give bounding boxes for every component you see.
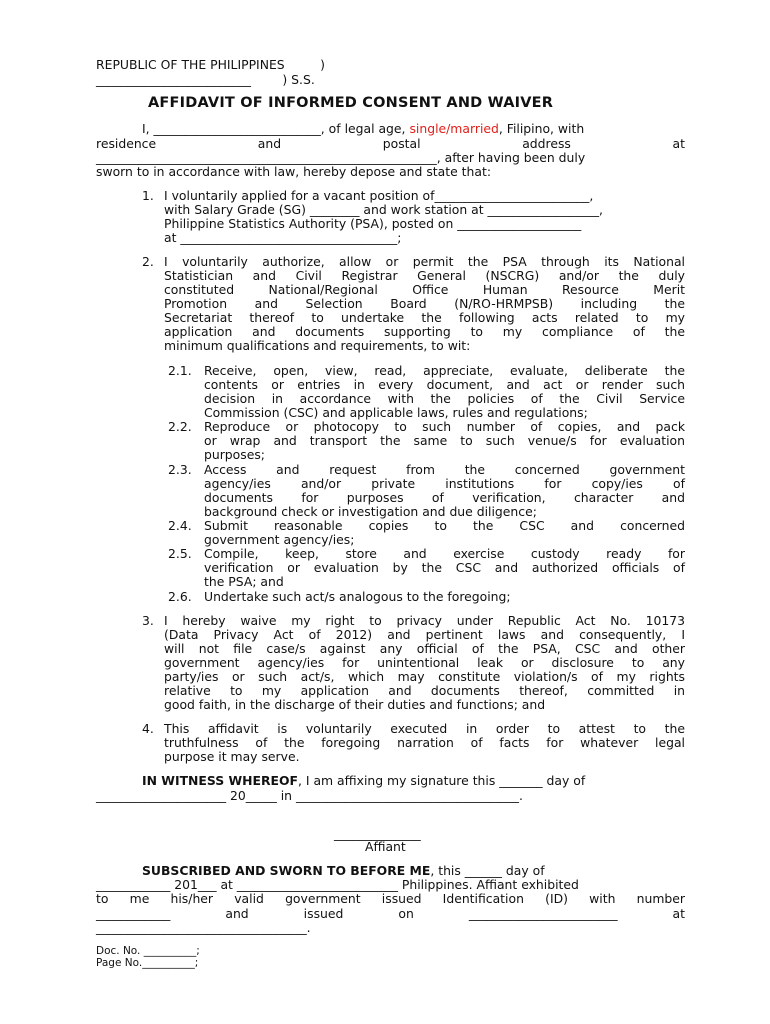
item-3-line: party/ies or such act/s, which may constitute violation/s of my rights	[164, 669, 685, 684]
page-number: Page No.__________;	[96, 957, 199, 969]
item-2-line: Statistician and Civil Registrar General (NSCRG) and/or the duly	[164, 268, 685, 283]
item-2-line: Secretariat thereof to undertake the following acts related to my	[164, 310, 685, 325]
subscribed-line-5: __________________________________.	[96, 920, 311, 935]
subscribed-line-4: ____________ and issued on ________________________ at	[96, 906, 685, 921]
intro-line-1	[142, 122, 584, 136]
witness-line-1	[142, 774, 585, 788]
item-2-number: 2.	[142, 254, 154, 269]
sub-2-1-line: contents or entries in every document, and act or render such	[204, 377, 685, 392]
sub-2-5-number: 2.5.	[168, 546, 192, 561]
sub-2-4-number: 2.4.	[168, 518, 192, 533]
republic-line: REPUBLIC OF THE PHILIPPINES )	[96, 57, 325, 72]
intro-line-3: _______________________________________________________, after having been duly	[96, 150, 586, 165]
witness-line-2: _____________________ 20_____ in ____________________________________.	[96, 788, 523, 803]
sub-2-3-line-last: background check or investigation and due diligence;	[204, 504, 537, 519]
witness-heading: IN WITNESS WHEREOF	[142, 773, 298, 788]
intro-line-4: sworn to in accordance with law, hereby depose and state that:	[96, 164, 492, 179]
sub-2-3-line: Access and request from the concerned government	[204, 462, 685, 477]
item-4-line: truthfulness of the foregoing narration of facts for whatever legal	[164, 735, 685, 750]
subscribed-heading: SUBSCRIBED AND SWORN TO BEFORE ME	[142, 863, 431, 878]
item-4-number: 4.	[142, 721, 154, 736]
sub-2-6-number: 2.6.	[168, 589, 192, 604]
item-4-line-last: purpose it may serve.	[164, 749, 300, 764]
intro-text-a: I, ___________________________, of legal age,	[142, 121, 406, 136]
sub-2-4-line: Submit reasonable copies to the CSC and concerned	[204, 518, 685, 533]
sub-2-3-line: documents for purposes of verification, character and	[204, 490, 685, 505]
item-4-line: This affidavit is voluntarily executed in order to attest to the	[164, 721, 685, 736]
item-2-line: I voluntarily authorize, allow or permit the PSA through its National	[164, 254, 685, 269]
sub-2-5-line: Compile, keep, store and exercise custody ready for	[204, 546, 685, 561]
civil-status-text: single/married	[409, 121, 499, 136]
item-1-line-3: Philippine Statistics Authority (PSA), posted on ____________________	[164, 216, 582, 231]
intro-line-2: residence and postal address at	[96, 136, 685, 151]
doc-number: Doc. No. __________;	[96, 945, 200, 957]
item-3-line: will not file case/s against any official of the PSA, CSC and other	[164, 641, 685, 656]
item-1-line-2: with Salary Grade (SG) ________ and work station at __________________,	[164, 202, 603, 217]
sub-2-3-number: 2.3.	[168, 462, 192, 477]
sub-2-5-line-last: the PSA; and	[204, 574, 284, 589]
sub-2-2-number: 2.2.	[168, 419, 192, 434]
sub-2-4-line-last: government agency/ies;	[204, 532, 355, 547]
affiant-signature-line: ______________	[334, 826, 421, 841]
subscribed-line-2: ____________ 201___ at __________________________ Philippines. Affiant exhibited	[96, 877, 579, 892]
sub-2-5-line: verification or evaluation by the CSC and authorized officials of	[204, 560, 685, 575]
item-2-line: application and documents supporting to my compliance of the	[164, 324, 685, 339]
intro-text-b: , Filipino, with	[498, 121, 585, 136]
sub-2-2-line: or wrap and transport the same to such venue/s for evaluation	[204, 433, 685, 448]
sub-2-2-line: Reproduce or photocopy to such number of copies, and pack	[204, 419, 685, 434]
ss-line: _________________________ ) S.S.	[96, 72, 315, 87]
item-3-number: 3.	[142, 613, 154, 628]
sub-2-3-line: agency/ies and/or private institutions for copy/ies of	[204, 476, 685, 491]
sub-2-1-line-last: Commission (CSC) and applicable laws, rules and regulations;	[204, 405, 588, 420]
subscribed-text: , this ______ day of	[430, 863, 545, 878]
sub-2-1-line: Receive, open, view, read, appreciate, evaluate, deliberate the	[204, 363, 685, 378]
sub-2-1-number: 2.1.	[168, 363, 192, 378]
item-3-line: government agency/ies for unintentional leak or disclosure to any	[164, 655, 685, 670]
item-3-line: I hereby waive my right to privacy under Republic Act No. 10173	[164, 613, 685, 628]
sub-2-1-line: decision in accordance with the policies of the Civil Service	[204, 391, 685, 406]
document-title: AFFIDAVIT OF INFORMED CONSENT AND WAIVER	[148, 95, 554, 111]
item-3-line: relative to my application and documents thereof, committed in	[164, 683, 685, 698]
sub-2-2-line-last: purposes;	[204, 447, 265, 462]
item-1-line-1: I voluntarily applied for a vacant position of_________________________,	[164, 188, 594, 203]
sub-2-6-line: Undertake such act/s analogous to the foregoing;	[204, 589, 511, 604]
item-1-line-4: at ___________________________________;	[164, 230, 402, 245]
item-1-number: 1.	[142, 188, 154, 203]
item-2-line-last: minimum qualifications and requirements, to wit:	[164, 338, 471, 353]
item-3-line: (Data Privacy Act of 2012) and pertinent laws and consequently, I	[164, 627, 685, 642]
item-2-line: Promotion and Selection Board (N/RO-HRMPSB) including the	[164, 296, 685, 311]
affiant-label: Affiant	[365, 839, 406, 854]
witness-text: , I am affixing my signature this _______ day of	[297, 773, 586, 788]
item-2-line: constituted National/Regional Office Human Resource Merit	[164, 282, 685, 297]
item-3-line-last: good faith, in the discharge of their duties and functions; and	[164, 697, 546, 712]
subscribed-line-3: to me his/her valid government issued Identification (ID) with number	[96, 891, 685, 906]
